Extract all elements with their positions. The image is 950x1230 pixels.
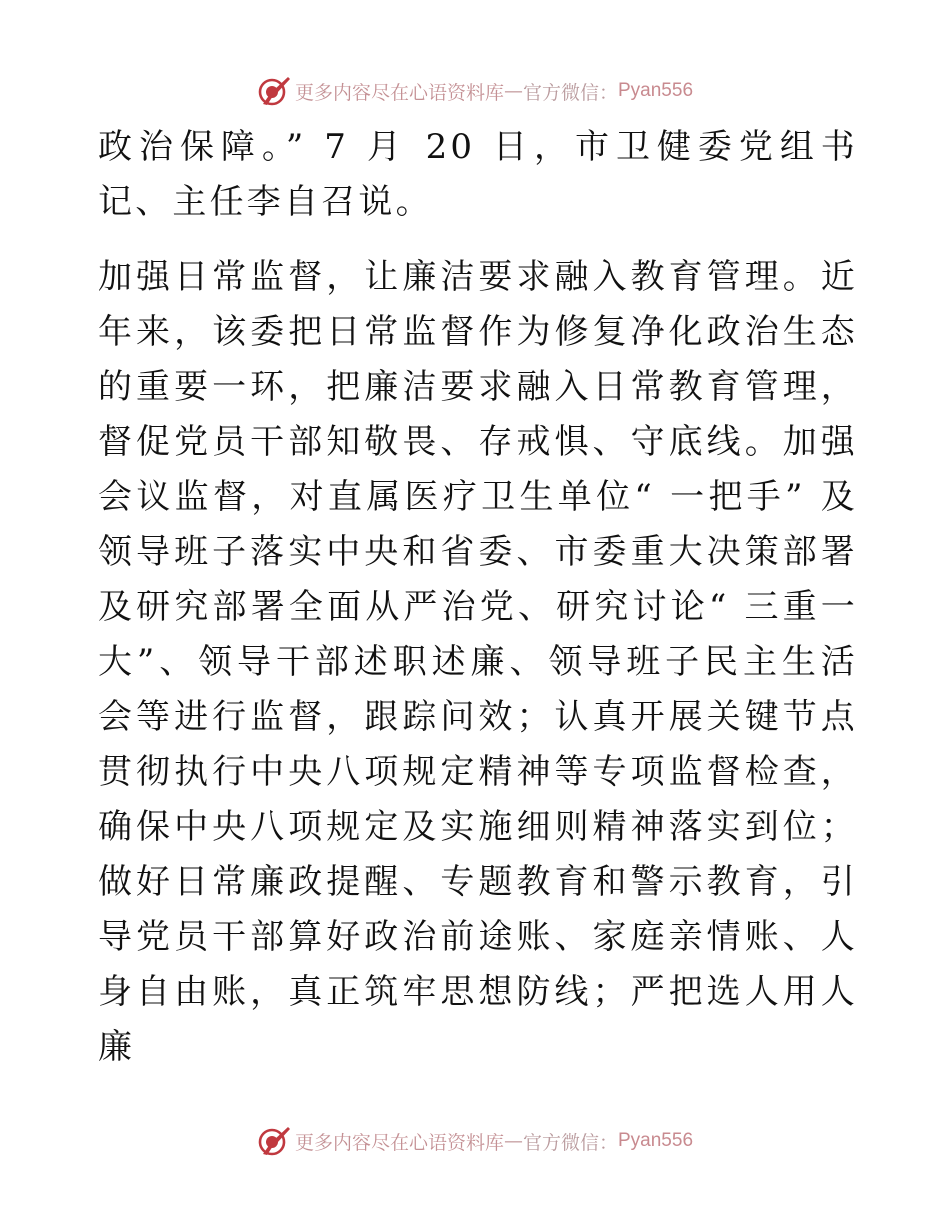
watermark-site-text: 更多内容尽在心语资料库: [294, 1131, 504, 1154]
document-body: [98, 120, 858, 1075]
pen-logo-icon: [257, 74, 291, 108]
paragraph-2: 加强日常监督，让廉洁要求融入教育管理。近年来，该委把日常监督作为修复净化政治生态的重要一环，把廉洁要求融入日常教育管理，督促党员干部知敬畏、存戒惧、守底线。加强会议监督，对直属医疗卫生单位“ 一把手” 及领导班子落实中央和省委、市委重大决策部署及研究部署全面从严治党、研究讨论“ 三重一大”、领导干部述职述廉、领导班子民主生活会等进行监督，跟踪问效；认真开展关键节点贯彻执行中央八项规定精神等专项监督检查，确保中央八项规定及实施细则精神落实到位；做好日常廉政提醒、专题教育和警示教育，引导党员干部算好政治前途账、家庭亲情账、人身自由账，真正筑牢思想防线；严把选人用人廉: [98, 257, 858, 1067]
watermark-wechat-label: 官方微信：: [522, 1131, 618, 1154]
watermark-wechat-label: 官方微信：: [522, 81, 618, 104]
watermark-site-text: 更多内容尽在心语资料库: [294, 81, 504, 104]
pen-logo-icon: [257, 1124, 291, 1158]
watermark-account-id: Pyan556: [618, 80, 694, 101]
watermark-dash: —: [503, 80, 523, 102]
footer-watermark: [0, 1124, 950, 1158]
watermark-dash: —: [503, 1130, 523, 1152]
paragraph-1: 政治保障。” 7 月 20 日，市卫健委党组书记、主任李自召说。: [98, 127, 858, 222]
watermark-account-id: Pyan556: [618, 1130, 694, 1151]
header-watermark: [0, 74, 950, 108]
